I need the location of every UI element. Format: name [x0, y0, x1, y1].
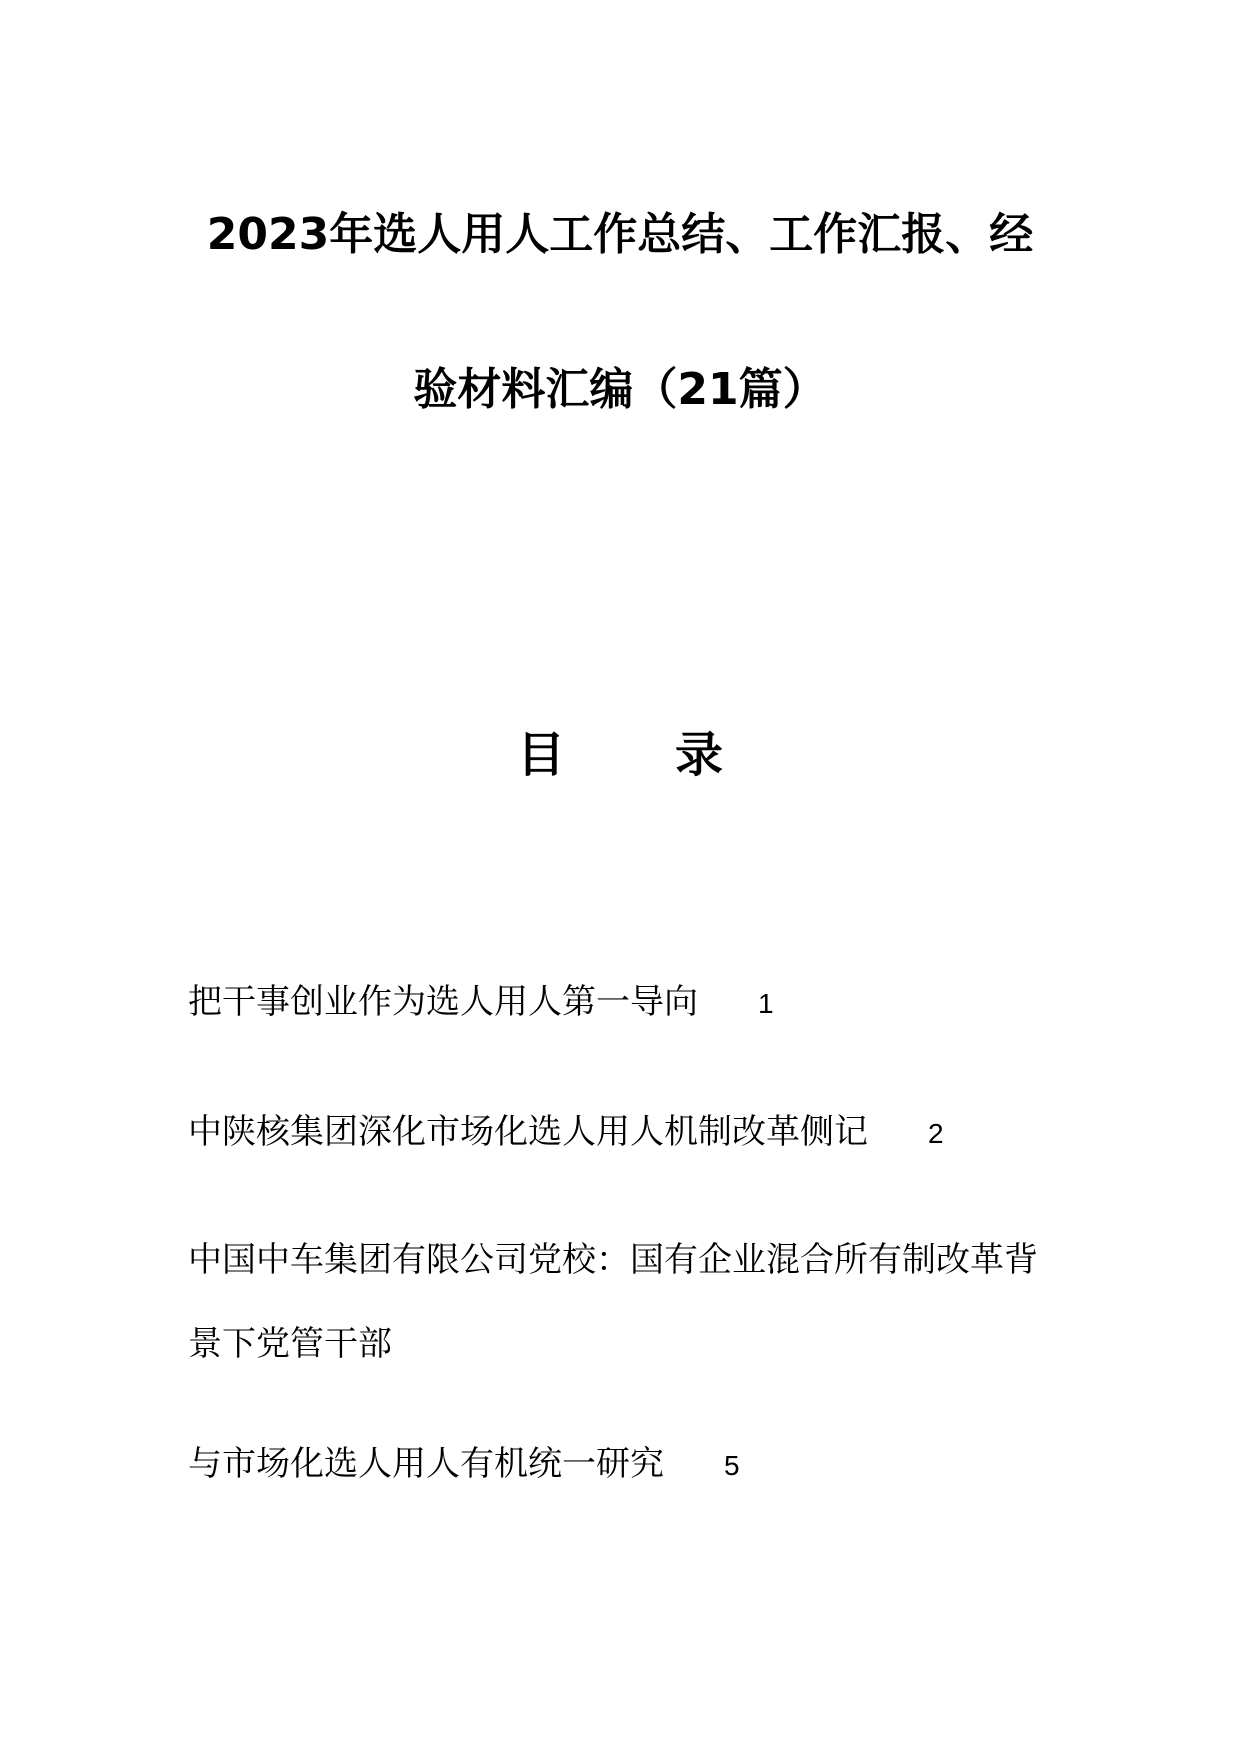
toc-entry-title: 与市场化选人用人有机统一研究 — [188, 1444, 664, 1484]
document-title-line-1: 2023年选人用人工作总结、工作汇报、经 — [206, 209, 1034, 260]
toc-entry-page-number: 1 — [758, 988, 774, 1019]
toc-entry-title: 景下党管干部 — [188, 1324, 392, 1364]
toc-entry-title: 把干事创业作为选人用人第一导向 — [188, 982, 698, 1022]
toc-entry — [188, 1238, 1038, 1282]
toc-entry — [188, 1322, 392, 1366]
toc-heading — [0, 725, 1240, 785]
toc-heading-char-2: 录 — [675, 727, 724, 783]
toc-heading-char-1: 目 — [516, 727, 565, 783]
toc-entry-title: 中陕核集团深化市场化选人用人机制改革侧记 — [188, 1112, 868, 1152]
toc-entry-page-number: 5 — [724, 1450, 740, 1481]
document-title-line-2: 验材料汇编（21篇） — [413, 364, 827, 415]
toc-entry — [188, 1110, 944, 1156]
toc-entry — [188, 1442, 740, 1488]
toc-entry-title: 中国中车集团有限公司党校：国有企业混合所有制改革背 — [188, 1240, 1038, 1280]
toc-entry — [188, 980, 774, 1026]
toc-entry-page-number: 2 — [928, 1118, 944, 1149]
